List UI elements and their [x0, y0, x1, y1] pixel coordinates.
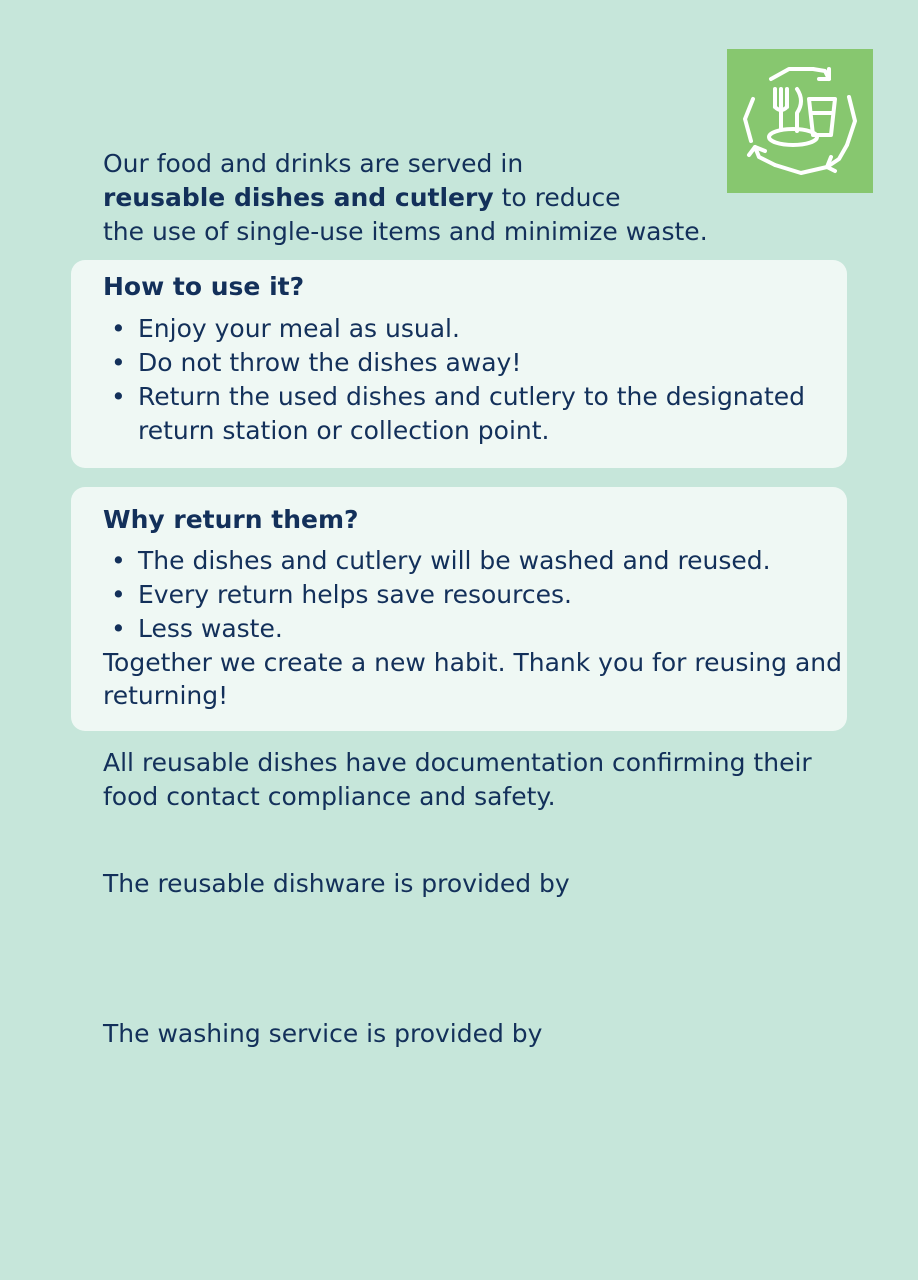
how-to-title: How to use it? [103, 272, 305, 301]
compliance-note: All reusable dishes have documentation confirming their food contact compliance and safety. [103, 748, 812, 811]
intro-line-1: Our food and drinks are served in [103, 149, 524, 178]
why-return-title: Why return them? [103, 505, 359, 534]
how-to-item: • Do not throw the dishes away! [103, 346, 833, 380]
why-return-item: • The dishes and cutlery will be washed and reused. [103, 544, 833, 578]
intro-bold-phrase: reusable dishes and cutlery [103, 183, 494, 212]
why-return-item: • Less waste. [103, 612, 833, 646]
how-to-card [71, 260, 847, 468]
intro-line-3: the use of single-use items and minimize waste. [103, 217, 708, 246]
how-to-item: • Return the used dishes and cutlery to the designated return station or collection point. [103, 380, 833, 448]
how-to-item: • Enjoy your meal as usual. [103, 312, 833, 346]
why-return-item: • Every return helps save resources. [103, 578, 833, 612]
why-return-closing: Together we create a new habit. Thank you for reusing and returning! [103, 648, 842, 710]
intro-line-2: to reduce [493, 183, 621, 212]
intro-text [103, 147, 803, 249]
how-to-list [103, 312, 833, 448]
dishware-provider-text: The reusable dishware is provided by [103, 869, 570, 898]
washing-provider-text: The washing service is provided by [103, 1019, 543, 1048]
why-return-list [103, 544, 833, 646]
why-return-card [71, 487, 847, 731]
